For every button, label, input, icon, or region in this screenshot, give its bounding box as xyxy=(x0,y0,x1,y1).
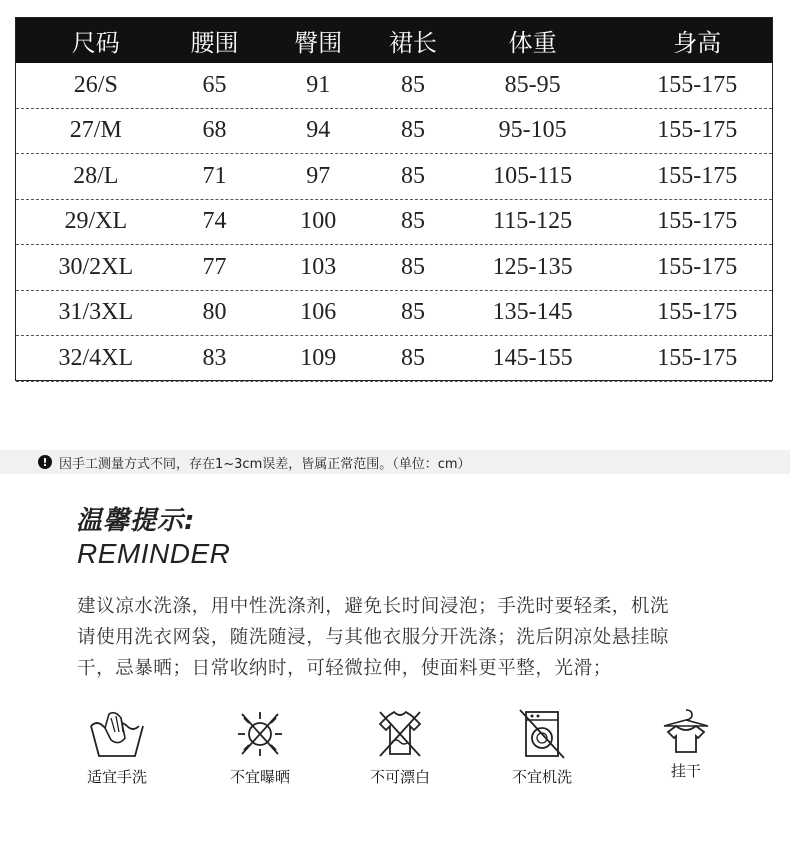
cell-skirt-length: 85 xyxy=(400,162,425,189)
cell-size: 27/M xyxy=(69,117,122,144)
table-row xyxy=(16,245,772,291)
cell-weight: 105-115 xyxy=(493,162,573,189)
cell-hip: 100 xyxy=(300,208,337,235)
care-label: 挂干 xyxy=(670,762,701,780)
cell-weight: 145-155 xyxy=(492,344,573,371)
care-label: 不可漂白 xyxy=(369,768,430,786)
cell-size: 26/S xyxy=(73,71,118,98)
care-item-hang-dry xyxy=(631,708,741,781)
cell-waist: 71 xyxy=(202,162,227,189)
cell-waist: 74 xyxy=(202,208,227,235)
no-machine-wash-icon xyxy=(512,708,572,760)
cell-hip: 91 xyxy=(306,71,331,98)
reminder-line: 干，忌暴晒；日常收纳时，可轻微拉伸，使面料更平整，光滑； xyxy=(77,658,612,679)
care-item-hand-wash xyxy=(62,708,172,787)
notice-text: 因手工测量方式不同，存在1~3cm误差，皆属正常范围。（单位：cm） xyxy=(59,456,471,472)
exclamation-circle-icon: ! xyxy=(38,455,52,469)
table-row xyxy=(16,154,772,200)
cell-weight: 135-145 xyxy=(492,299,573,326)
cell-size: 29/XL xyxy=(64,208,128,235)
care-label: 不宜曝晒 xyxy=(229,768,290,786)
table-header xyxy=(16,18,772,63)
cell-waist: 65 xyxy=(202,71,227,98)
cell-size: 31/3XL xyxy=(58,299,134,326)
cell-waist: 80 xyxy=(202,299,227,326)
cell-height: 155-175 xyxy=(657,162,738,189)
measurement-notice xyxy=(0,450,790,474)
cell-weight: 85-95 xyxy=(504,71,561,98)
care-label: 不宜机洗 xyxy=(511,768,572,786)
header-skirt-length: 裙长 xyxy=(388,29,437,57)
cell-height: 155-175 xyxy=(657,117,738,144)
cell-waist: 83 xyxy=(202,344,227,371)
cell-hip: 106 xyxy=(300,299,337,326)
reminder-text xyxy=(77,591,727,684)
hang-dry-icon xyxy=(656,708,716,754)
care-label: 适宜手洗 xyxy=(86,768,147,786)
cell-height: 155-175 xyxy=(657,71,738,98)
care-item-no-bleach xyxy=(345,708,455,787)
cell-waist: 68 xyxy=(202,117,227,144)
cell-height: 155-175 xyxy=(657,253,738,280)
care-item-no-sun xyxy=(205,708,315,787)
reminder-line: 请使用洗衣网袋，随洗随浸，与其他衣服分开洗涤；洗后阴凉处悬挂晾 xyxy=(77,627,670,648)
cell-waist: 77 xyxy=(202,253,227,280)
cell-hip: 94 xyxy=(306,117,331,144)
header-weight: 体重 xyxy=(508,29,557,57)
cell-hip: 97 xyxy=(306,162,331,189)
table-body xyxy=(16,63,772,382)
reminder-subtitle: REMINDER xyxy=(77,538,231,569)
no-sun-dry-icon xyxy=(230,708,290,760)
size-table xyxy=(15,17,773,381)
reminder-line: 建议凉水洗涤，用中性洗涤剂，避免长时间浸泡；手洗时要轻柔，机洗 xyxy=(77,596,670,617)
no-bleach-icon xyxy=(370,708,430,760)
cell-weight: 125-135 xyxy=(492,253,573,280)
cell-height: 155-175 xyxy=(657,299,738,326)
reminder-title: 温馨提示: xyxy=(76,506,196,536)
cell-size: 30/2XL xyxy=(58,253,134,280)
cell-skirt-length: 85 xyxy=(400,71,425,98)
table-row xyxy=(16,63,772,109)
header-hip: 臀围 xyxy=(294,29,343,57)
cell-skirt-length: 85 xyxy=(400,299,425,326)
hand-wash-icon xyxy=(87,708,147,760)
table-row xyxy=(16,336,772,382)
cell-skirt-length: 85 xyxy=(400,117,425,144)
table-row xyxy=(16,291,772,337)
cell-skirt-length: 85 xyxy=(400,344,425,371)
cell-size: 28/L xyxy=(73,162,119,189)
cell-size: 32/4XL xyxy=(58,344,134,371)
care-item-no-machine-wash xyxy=(487,708,597,787)
cell-weight: 115-125 xyxy=(493,208,573,235)
table-row xyxy=(16,200,772,246)
header-height: 身高 xyxy=(673,29,722,57)
header-waist: 腰围 xyxy=(190,29,239,57)
cell-height: 155-175 xyxy=(657,344,738,371)
cell-skirt-length: 85 xyxy=(400,253,425,280)
cell-hip: 103 xyxy=(300,253,337,280)
cell-height: 155-175 xyxy=(657,208,738,235)
cell-skirt-length: 85 xyxy=(400,208,425,235)
cell-weight: 95-105 xyxy=(498,117,567,144)
table-row xyxy=(16,109,772,155)
header-size: 尺码 xyxy=(71,29,120,57)
cell-hip: 109 xyxy=(300,344,337,371)
